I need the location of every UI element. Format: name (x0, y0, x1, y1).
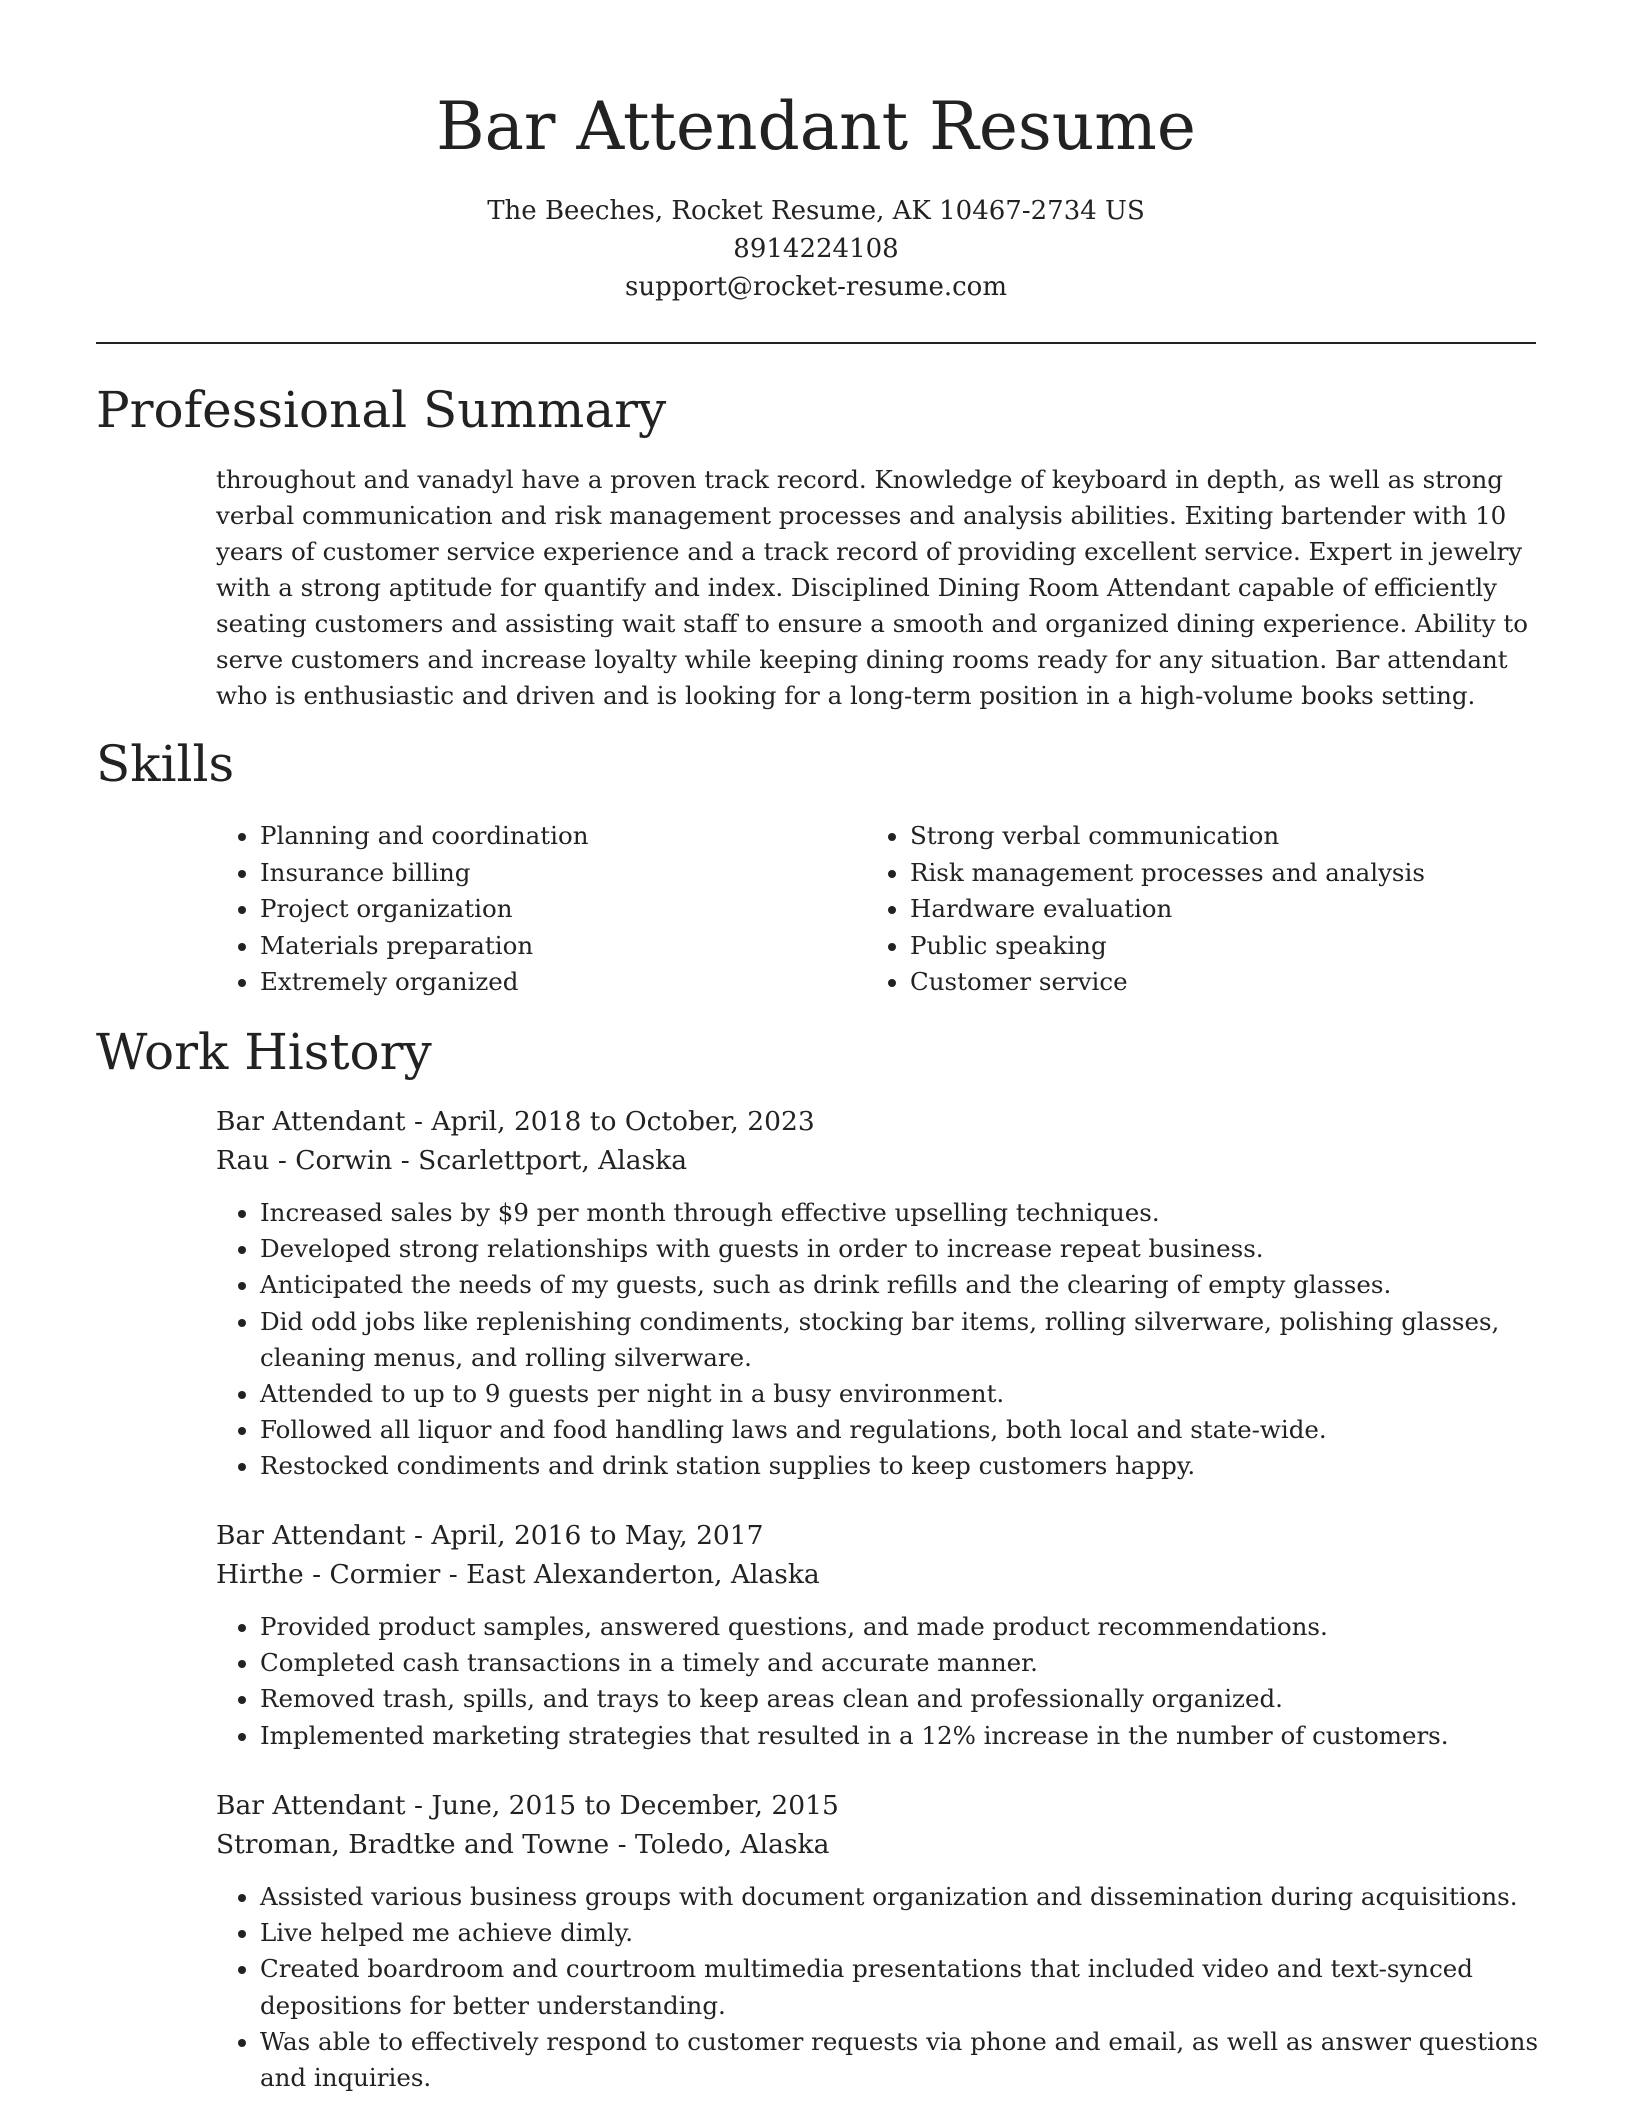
contact-address: The Beeches, Rocket Resume, AK 10467-2734 US (487, 196, 1145, 226)
skill-item: • Customer service (910, 964, 1570, 1001)
header-divider (96, 342, 1536, 344)
job-bullet: • Was able to effectively respond to customer requests via phone and email, as well as answer questions and inquiries. (260, 2024, 1546, 2096)
resume-title: Bar Attendant Resume (436, 88, 1196, 165)
job-bullet: • Followed all liquor and food handling laws and regulations, both local and state-wide. (260, 1412, 1546, 1448)
job-company-line (216, 1141, 1546, 1180)
job-bullet: • Attended to up to 9 guests per night in a busy environment. (260, 1376, 1546, 1412)
job-bullets (216, 1879, 1546, 2096)
job-bullet: • Assisted various business groups with document organization and dissemination during acquisitions. (260, 1879, 1546, 1915)
job-bullet: • Did odd jobs like replenishing condiments, stocking bar items, rolling silverware, polishing glasses, cleaning menus, and rolling silverware. (260, 1304, 1546, 1376)
job-title: Bar Attendant (216, 1790, 406, 1821)
job-bullet: • Developed strong relationships with guests in order to increase repeat business. (260, 1231, 1546, 1267)
skill-item: • Project organization (260, 891, 860, 928)
job-title-line (216, 1102, 1546, 1141)
job-bullet: • Increased sales by $9 per month through effective upselling techniques. (260, 1195, 1546, 1231)
job-bullets (216, 1195, 1546, 1485)
skill-item: • Extremely organized (260, 964, 860, 1001)
summary-heading: Professional Summary (96, 381, 667, 439)
job-company-line (216, 1825, 1546, 1864)
skills-heading: Skills (96, 735, 235, 793)
job-company-line (216, 1555, 1546, 1594)
skill-item: • Materials preparation (260, 928, 860, 965)
work-history-heading: Work History (96, 1023, 432, 1081)
skills-list-right (866, 818, 1570, 1001)
job-company: Stroman, Bradtke and Towne (216, 1829, 610, 1860)
job-location: - East Alexanderton, Alaska (440, 1559, 820, 1590)
skill-item: • Risk management processes and analysis (910, 855, 1570, 892)
skills-list-left (216, 818, 860, 1001)
job-title: Bar Attendant (216, 1520, 406, 1551)
job-location: - Scarlettport, Alaska (392, 1145, 688, 1176)
job-bullet: • Completed cash transactions in a timely and accurate manner. (260, 1645, 1546, 1681)
contact-email: support@rocket-resume.com (624, 272, 1007, 302)
job-title-line (216, 1516, 1546, 1555)
job-entry (216, 1786, 1546, 2096)
summary-text: throughout and vanadyl have a proven track record. Knowledge of keyboard in depth, as well as strong verbal communication and risk management processes and analysis abilities. Exiting bartender with 10 years of customer service experience and a track record of providing excellent service. Expert in jewelry with a strong aptitude for quantify and index. Disciplined Dining Room Attendant capable of efficiently seating customers and assisting wait staff to ensure a smooth and organized dining experience. Ability to serve customers and increase loyalty while keeping dining rooms ready for any situation. Bar attendant who is enthusiastic and driven and is looking for a long-term position in a high-volume books setting. (216, 465, 1528, 710)
skill-item: • Hardware evaluation (910, 891, 1570, 928)
job-company: Hirthe - Cormier (216, 1559, 441, 1590)
job-bullet: • Anticipated the needs of my guests, such as drink refills and the clearing of empty glasses. (260, 1267, 1546, 1303)
skill-item: • Planning and coordination (260, 818, 860, 855)
job-location: - Toledo, Alaska (609, 1829, 830, 1860)
job-bullet: • Provided product samples, answered questions, and made product recommendations. (260, 1609, 1546, 1645)
skill-item: • Public speaking (910, 928, 1570, 965)
job-bullets (216, 1609, 1546, 1754)
skill-item: • Insurance billing (260, 855, 860, 892)
job-entry (216, 1102, 1546, 1485)
job-bullet: • Removed trash, spills, and trays to keep areas clean and professionally organized. (260, 1681, 1546, 1717)
job-dates: - June, 2015 to December, 2015 (405, 1790, 839, 1821)
job-title: Bar Attendant (216, 1106, 406, 1137)
job-dates: - April, 2016 to May, 2017 (405, 1520, 764, 1551)
job-bullet: • Created boardroom and courtroom multimedia presentations that included video and text-synced depositions for better understanding. (260, 1951, 1546, 2023)
job-bullet: • Restocked condiments and drink station supplies to keep customers happy. (260, 1448, 1546, 1484)
contact-block (0, 192, 1632, 306)
job-entry (216, 1516, 1546, 1754)
contact-phone: 8914224108 (733, 234, 899, 264)
skill-item: • Strong verbal communication (910, 818, 1570, 855)
job-bullet: • Live helped me achieve dimly. (260, 1915, 1546, 1951)
resume-header (0, 84, 1632, 306)
job-title-line (216, 1786, 1546, 1825)
job-company: Rau - Corwin (216, 1145, 393, 1176)
job-bullet: • Implemented marketing strategies that resulted in a 12% increase in the number of customers. (260, 1718, 1546, 1754)
job-dates: - April, 2018 to October, 2023 (405, 1106, 815, 1137)
